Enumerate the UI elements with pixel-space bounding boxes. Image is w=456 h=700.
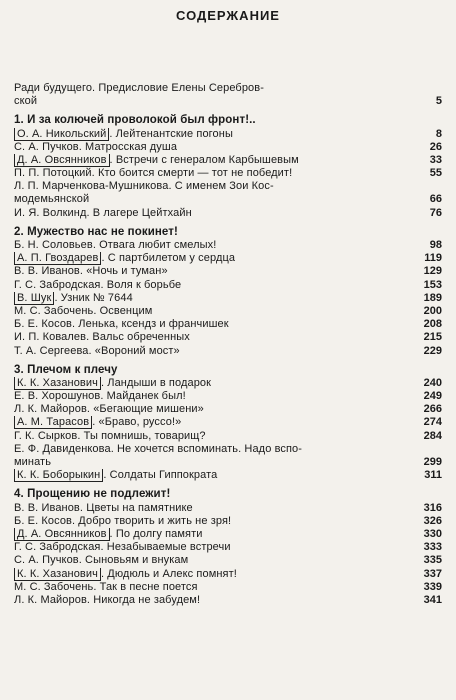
entry-author: Г. С. Забродская xyxy=(14,278,101,291)
entry-author: К. К. Хазанович xyxy=(14,377,101,390)
entry-title: . Сыновьям и внукам xyxy=(78,554,189,567)
entry-text xyxy=(14,292,416,305)
entry-title: 2. Мужество нас не покинет! xyxy=(14,225,178,238)
entry-author: Д. А. Овсянников xyxy=(14,154,110,167)
entry-title: 4. Прощению не подлежит! xyxy=(14,488,171,501)
page-number: 333 xyxy=(423,541,442,554)
entry-text xyxy=(14,95,416,108)
section-heading xyxy=(14,114,442,127)
toc-entry xyxy=(14,141,442,154)
page-number: 249 xyxy=(423,390,442,403)
entry-author: Г. С. Забродская xyxy=(14,541,101,554)
entry-text xyxy=(14,502,416,515)
entry-title: . Освенцим xyxy=(93,304,153,317)
page-number: 240 xyxy=(423,376,442,389)
toc-entry xyxy=(14,377,442,390)
entry-author: М. С. Забочень xyxy=(14,580,94,593)
entry-title: . «Браво, руссо!» xyxy=(92,416,182,429)
entry-author: С. А. Пучков xyxy=(14,140,79,153)
entry-title: 1. И за колючей проволокой был фронт!.. xyxy=(14,114,256,127)
toc-entry xyxy=(14,554,442,567)
entry-author: В. В. Иванов xyxy=(14,265,80,278)
toc-entry xyxy=(14,417,442,430)
entry-text xyxy=(14,167,416,180)
page-number: 266 xyxy=(423,403,442,416)
toc-entry xyxy=(14,528,442,541)
entry-title: модемьянской xyxy=(14,193,90,206)
entry-author: Г. К. Сырков xyxy=(14,429,78,442)
toc-entry xyxy=(14,95,442,108)
page-number: 26 xyxy=(429,140,442,153)
entry-author: Т. А. Сергеева xyxy=(14,344,89,357)
toc-entry xyxy=(14,568,442,581)
page-number: 316 xyxy=(423,501,442,514)
section-heading xyxy=(14,488,442,501)
entry-author: Л. К. Майоров xyxy=(14,403,87,416)
entry-text xyxy=(14,252,416,265)
toc-entry xyxy=(14,456,442,469)
page-title: СОДЕРЖАНИЕ xyxy=(176,8,280,23)
entry-title: . Матросская душа xyxy=(78,140,178,153)
page-number: 55 xyxy=(429,167,442,180)
entry-text xyxy=(14,594,416,607)
page-number: 119 xyxy=(424,252,442,265)
toc-entry xyxy=(14,292,442,305)
entry-text xyxy=(14,403,416,416)
entry-text xyxy=(14,226,442,239)
entry-author: О. А. Никольский xyxy=(14,128,109,141)
entry-text xyxy=(14,318,416,331)
page-number: 337 xyxy=(423,567,442,580)
toc-entry xyxy=(14,82,442,95)
entry-text xyxy=(14,279,416,292)
toc-entry xyxy=(14,207,442,220)
page-number: 98 xyxy=(429,239,442,252)
entry-title: . «Бегающие мишени» xyxy=(86,403,204,416)
entry-author: В. Шук xyxy=(14,292,54,305)
entry-text xyxy=(14,443,442,456)
entry-text xyxy=(14,488,442,501)
entry-author: Л. П. Марченкова-Мушникова xyxy=(14,180,169,193)
toc-entry xyxy=(14,443,442,456)
toc-entry xyxy=(14,581,442,594)
page-number: 200 xyxy=(423,304,442,317)
page-number: 215 xyxy=(423,331,442,344)
entry-author: Е. В. Хорошунов xyxy=(14,390,101,403)
page-number: 339 xyxy=(423,580,442,593)
toc-entry xyxy=(14,345,442,358)
page-number: 189 xyxy=(423,291,442,304)
entry-author: И. П. Ковалев xyxy=(14,331,87,344)
entry-text xyxy=(14,265,416,278)
entry-author: В. В. Иванов xyxy=(14,501,80,514)
entry-title: . Вальс обреченных xyxy=(86,331,190,344)
toc-entry xyxy=(14,390,442,403)
entry-title: . Ленька, ксендз и франчишек xyxy=(72,318,229,331)
entry-title: минать xyxy=(14,456,52,469)
entry-author: Д. А. Овсянников xyxy=(14,528,110,541)
entry-text xyxy=(14,82,442,95)
entry-text xyxy=(14,154,416,167)
entry-title: . Дюдюль и Алекс помнят! xyxy=(100,567,237,580)
entry-title: . Цветы на памятнике xyxy=(79,501,193,514)
entry-text xyxy=(14,528,416,541)
entry-title: . Лейтенантские погоны xyxy=(109,127,233,140)
entry-text xyxy=(14,364,442,377)
page-number: 311 xyxy=(424,469,442,482)
entry-text xyxy=(14,541,416,554)
entry-title: . Добро творить и жить не зря! xyxy=(72,514,232,527)
entry-author: К. К. Боборыкин xyxy=(14,469,103,482)
entry-title: . По долгу памяти xyxy=(109,527,203,540)
entry-author: Е. Ф. Давиденкова xyxy=(14,442,111,455)
page-number: 129 xyxy=(423,265,442,278)
entry-text xyxy=(14,114,442,127)
entry-text xyxy=(14,128,416,141)
toc-entry xyxy=(14,194,442,207)
toc-entry xyxy=(14,252,442,265)
page-number: 330 xyxy=(423,527,442,540)
section-heading xyxy=(14,364,442,377)
entry-title: . Не хочется вспоминать. Надо вспо- xyxy=(110,442,303,455)
page-number: 66 xyxy=(429,193,442,206)
page-number: 8 xyxy=(435,127,442,140)
entry-text xyxy=(14,430,416,443)
entry-title: . Так в песне поется xyxy=(93,580,198,593)
entry-text xyxy=(14,180,442,193)
entry-title: . Воля к борьбе xyxy=(100,278,182,291)
entry-title: . Ландыши в подарок xyxy=(100,376,212,389)
entry-title: . Солдаты Гиппократа xyxy=(103,469,218,482)
toc-entry xyxy=(14,279,442,292)
entry-author: Б. Е. Косов xyxy=(14,318,72,331)
entry-text xyxy=(14,515,416,528)
entry-text xyxy=(14,193,416,206)
toc-entry xyxy=(14,430,442,443)
entry-author: А. П. Гвоздарев xyxy=(14,252,101,265)
page-number: 335 xyxy=(423,554,442,567)
entry-title: . Майданек был! xyxy=(100,390,186,403)
entry-text xyxy=(14,581,416,594)
entry-title: . Незабываемые встречи xyxy=(100,541,231,554)
entry-title: . «Вороний мост» xyxy=(88,344,180,357)
toc-entry xyxy=(14,305,442,318)
page-number: 33 xyxy=(429,153,442,166)
entry-text xyxy=(14,207,416,220)
toc-entry xyxy=(14,541,442,554)
entry-title: . Кто боится смерти — тот не победит! xyxy=(91,167,293,180)
entry-text xyxy=(14,305,416,318)
entry-title: . Отвага любит смелых! xyxy=(92,239,217,252)
entry-text xyxy=(14,331,416,344)
toc-entry xyxy=(14,403,442,416)
entry-text xyxy=(14,554,416,567)
entry-author: Б. Е. Косов xyxy=(14,514,72,527)
page-number: 229 xyxy=(423,344,442,357)
page-number: 299 xyxy=(423,456,442,469)
entry-title: . «Ночь и туман» xyxy=(79,265,168,278)
entry-title: . Узник № 7644 xyxy=(54,291,133,304)
entry-text xyxy=(14,239,416,252)
table-of-contents xyxy=(14,82,442,607)
entry-text xyxy=(14,345,416,358)
page-number: 326 xyxy=(423,514,442,527)
page-number: 284 xyxy=(423,429,442,442)
entry-title: . С именем Зои Кос- xyxy=(168,180,274,193)
entry-author: И. Я. Волкинд xyxy=(14,206,87,219)
toc-entry xyxy=(14,515,442,528)
entry-title: . Никогда не забудем! xyxy=(86,593,201,606)
toc-entry xyxy=(14,318,442,331)
entry-title: ской xyxy=(14,95,38,108)
entry-text xyxy=(14,469,416,482)
entry-author: К. К. Хазанович xyxy=(14,568,101,581)
entry-author: П. П. Потоцкий xyxy=(14,167,92,180)
page-number: 76 xyxy=(429,206,442,219)
page-number: 274 xyxy=(423,416,442,429)
entry-author: М. С. Забочень xyxy=(14,304,94,317)
entry-author: А. М. Тарасов xyxy=(14,416,92,429)
entry-text xyxy=(14,456,416,469)
page-number: 208 xyxy=(423,318,442,331)
toc-entry xyxy=(14,469,442,482)
entry-title: . Ты помнишь, товарищ? xyxy=(77,429,206,442)
toc-entry xyxy=(14,180,442,193)
entry-text xyxy=(14,141,416,154)
toc-entry xyxy=(14,502,442,515)
entry-title: . С партбилетом у сердца xyxy=(101,252,236,265)
entry-title: 3. Плечом к плечу xyxy=(14,363,118,376)
toc-entry xyxy=(14,239,442,252)
entry-text xyxy=(14,568,416,581)
entry-text xyxy=(14,377,416,390)
toc-entry xyxy=(14,331,442,344)
entry-title: . Встречи с генералом Карбышевым xyxy=(109,153,299,166)
entry-text xyxy=(14,390,416,403)
entry-author: Б. Н. Соловьев xyxy=(14,239,93,252)
toc-entry xyxy=(14,128,442,141)
entry-title: Ради будущего. Предисловие Елены Серебров- xyxy=(14,81,264,94)
entry-author: Л. К. Майоров xyxy=(14,593,87,606)
toc-entry xyxy=(14,594,442,607)
page-number: 5 xyxy=(435,95,442,108)
toc-entry xyxy=(14,167,442,180)
entry-title: . В лагере Цейтхайн xyxy=(86,206,192,219)
page-number: 153 xyxy=(423,278,442,291)
toc-entry xyxy=(14,154,442,167)
entry-text xyxy=(14,416,416,429)
toc-entry xyxy=(14,265,442,278)
section-heading xyxy=(14,226,442,239)
entry-author: С. А. Пучков xyxy=(14,554,79,567)
page-number: 341 xyxy=(423,593,442,606)
